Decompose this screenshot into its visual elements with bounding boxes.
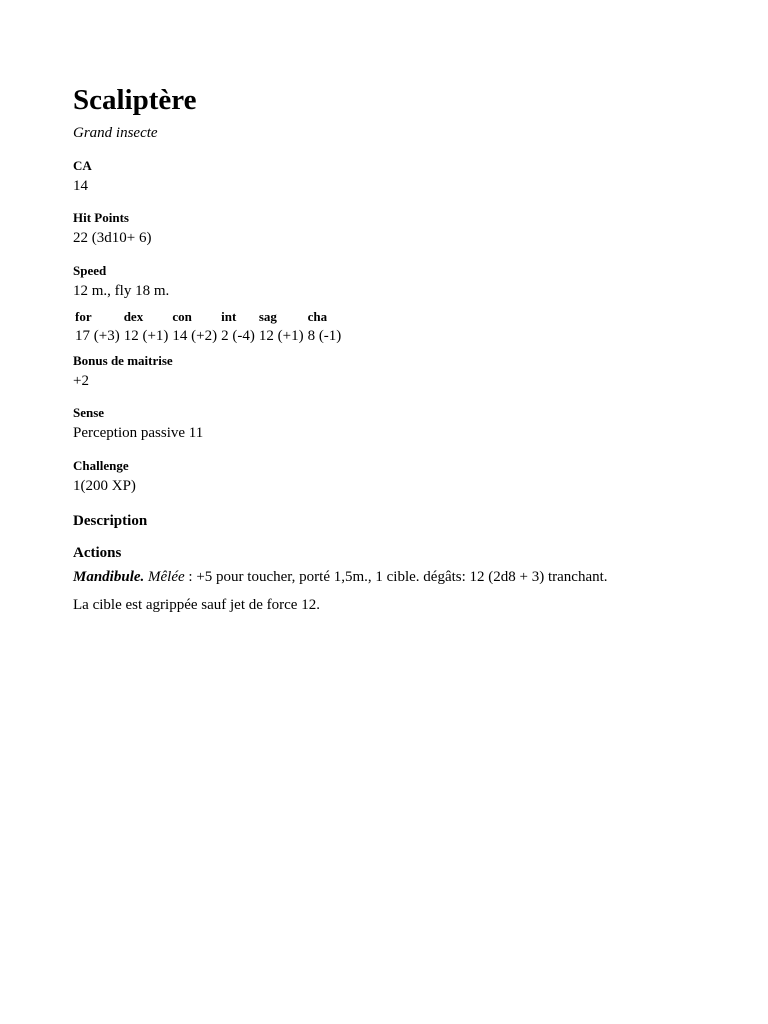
speed-label: Speed (73, 263, 107, 278)
ability-value-con: 14 (+2) (172, 328, 218, 344)
action-mandibule (73, 568, 608, 586)
monster-name: Scaliptère (73, 84, 197, 116)
challenge-label: Challenge (73, 458, 129, 473)
ability-name-cha: cha (307, 309, 328, 324)
ability-name-for: for (75, 309, 92, 324)
ability-name-int: int (221, 309, 237, 324)
ability-name-con: con (172, 309, 192, 324)
proficiency-bonus-value: +2 (73, 373, 89, 389)
ability-names-row (73, 309, 343, 325)
ability-scores-table (73, 309, 343, 347)
ca-label: CA (73, 158, 92, 173)
ca-value: 14 (73, 178, 88, 194)
ability-values-row (73, 325, 343, 347)
action-note: La cible est agrippée sauf jet de force 12. (73, 597, 320, 613)
action-name: Mandibule. (73, 569, 145, 585)
hit-points-label: Hit Points (73, 210, 129, 225)
ability-value-for: 17 (+3) (75, 328, 120, 344)
sense-label: Sense (73, 405, 105, 420)
sense-value: Perception passive 11 (73, 425, 204, 441)
description-heading: Description (73, 513, 148, 529)
speed-value: 12 m., fly 18 m. (73, 283, 170, 299)
ability-value-sag: 12 (+1) (258, 328, 304, 344)
ability-value-int: 2 (-4) (221, 328, 255, 344)
action-text: : +5 pour toucher, porté 1,5m., 1 cible. dégâts: 12 (2d8 + 3) tranchant. (184, 569, 608, 585)
action-kind: Mêlée (148, 569, 185, 585)
ability-value-dex: 12 (+1) (123, 328, 169, 344)
proficiency-bonus-label: Bonus de maitrise (73, 353, 173, 368)
ability-name-dex: dex (123, 309, 144, 324)
ability-value-cha: 8 (-1) (307, 328, 342, 344)
hit-points-value: 22 (3d10+ 6) (73, 230, 152, 246)
monster-type: Grand insecte (73, 125, 158, 141)
challenge-value: 1(200 XP) (73, 478, 136, 494)
actions-heading: Actions (73, 545, 122, 561)
ability-name-sag: sag (258, 309, 277, 324)
